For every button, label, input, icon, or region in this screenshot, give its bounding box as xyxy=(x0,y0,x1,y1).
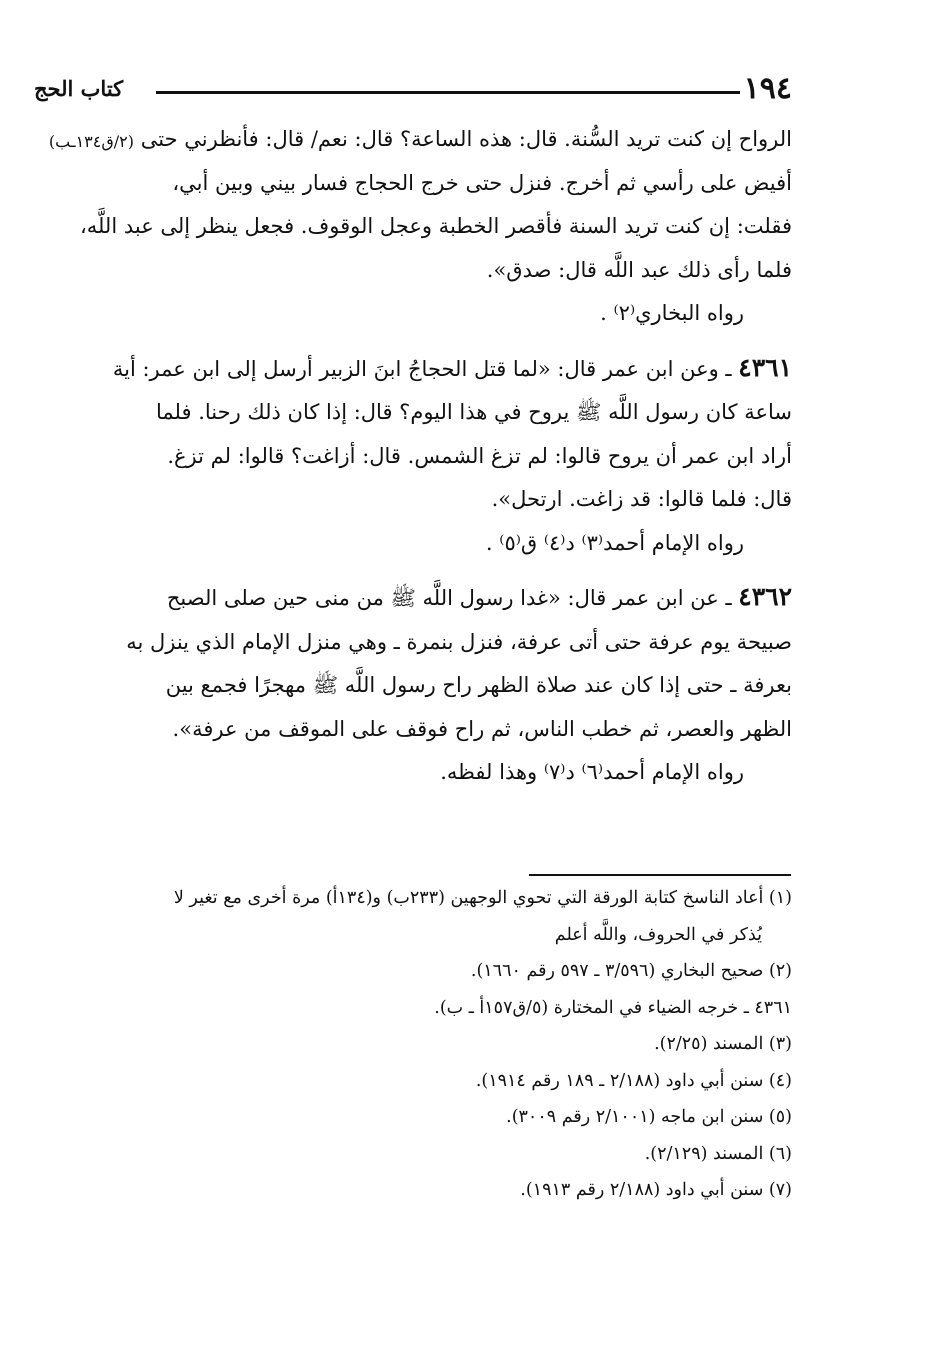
text-line: فلما رأى ذلك عبد اللَّه قال: صدق». xyxy=(486,257,792,282)
footnote: (٧) سنن أبي داود (٢/١٨٨ رقم ١٩١٣). xyxy=(520,1180,792,1200)
manuscript-folio-note: (٢/ق١٣٤ـب) xyxy=(48,132,134,151)
source-citation: رواه الإمام أحمد⁽٦⁾ د⁽٧⁾ وهذا لفظه. xyxy=(440,760,744,784)
main-text xyxy=(56,118,792,795)
text-line: ـ وعن ابن عمر قال: «لما قتل الحجاجُ ابنَ الزبير أرسل إلى ابن عمر: أية xyxy=(112,356,732,381)
footnote: (٢) صحيح البخاري (٣/٥٩٦ ـ ٥٩٧ رقم ١٦٦٠). xyxy=(470,961,792,981)
text-line: الظهر والعصر، ثم خطب الناس، ثم راح فوقف على الموقف من عرفة». xyxy=(172,716,792,741)
text-line: ساعة كان رسول اللَّه ﷺ يروح في هذا اليوم؟ قال: إذا كان ذلك رحنا. فلما xyxy=(156,400,792,424)
text-line: فقلت: إن كنت تريد السنة فأقصر الخطبة وعجل الوقوف. فجعل ينظر إلى عبد اللَّه، xyxy=(79,214,792,238)
text-line: أفيض على رأسي ثم أخرج. فنزل حتى خرج الحجاج فسار بيني وبين أبي، xyxy=(172,170,792,195)
text-line: أراد ابن عمر أن يروح قالوا: لم تزغ الشمس. قال: أزاغت؟ قالوا: لم تزغ. xyxy=(167,443,792,468)
text-line: صبيحة يوم عرفة حتى أتى عرفة، فنزل بنمرة ـ وهي منزل الإمام الذي ينزل به xyxy=(126,629,792,654)
text-line: ـ عن ابن عمر قال: «غدا رسول اللَّه ﷺ من منى حين صلى الصبح xyxy=(166,586,732,610)
footnote: يُذكر في الحروف، واللَّه أعلم xyxy=(554,924,762,945)
hadith-number: ٤٣٦٢ xyxy=(738,582,792,611)
hadith-4362 xyxy=(56,575,792,621)
footnote: ٤٣٦١ ـ خرجه الضياء في المختارة (٥/ق١٥٧أ ـ ب). xyxy=(434,997,792,1018)
book-title: كتاب الحج xyxy=(34,76,124,101)
source-citation: رواه الإمام أحمد⁽٣⁾ د⁽٤⁾ ق⁽٥⁾ . xyxy=(485,530,744,555)
footnote: (٤) سنن أبي داود (٢/١٨٨ ـ ١٨٩ رقم ١٩١٤). xyxy=(475,1070,792,1091)
footnote: (٦) المسند (٢/١٢٩). xyxy=(644,1143,792,1164)
page-number: ١٩٤ xyxy=(743,71,792,106)
hadith-4361 xyxy=(56,346,792,392)
source-citation: رواه البخاري⁽٢⁾ . xyxy=(600,301,744,325)
footnote: (٣) المسند (٢/٢٥). xyxy=(654,1034,792,1054)
text-line: بعرفة ـ حتى إذا كان عند صلاة الظهر راح رسول اللَّه ﷺ مهجرًا فجمع بين xyxy=(165,673,792,697)
footnote: (٥) سنن ابن ماجه (٢/١٠٠١ رقم ٣٠٠٩). xyxy=(506,1107,792,1127)
header-rule xyxy=(156,91,740,94)
page-header xyxy=(34,70,792,110)
text-line: قال: فلما قالوا: قد زاغت. ارتحل». xyxy=(491,487,792,511)
footnote-rule xyxy=(529,874,791,876)
text-line: الرواح إن كنت تريد السُّنة. قال: هذه الساعة؟ قال: نعم/ قال: فأنظرني حتى xyxy=(140,127,792,151)
footnote: (١) أعاد الناسخ كتابة الورقة التي تحوي الوجهين (٢٣٣ب) و(١٣٤أ) مرة أخرى مع تغير لا xyxy=(173,888,792,908)
hadith-number: ٤٣٦١ xyxy=(738,352,792,382)
footnotes xyxy=(56,880,792,1209)
